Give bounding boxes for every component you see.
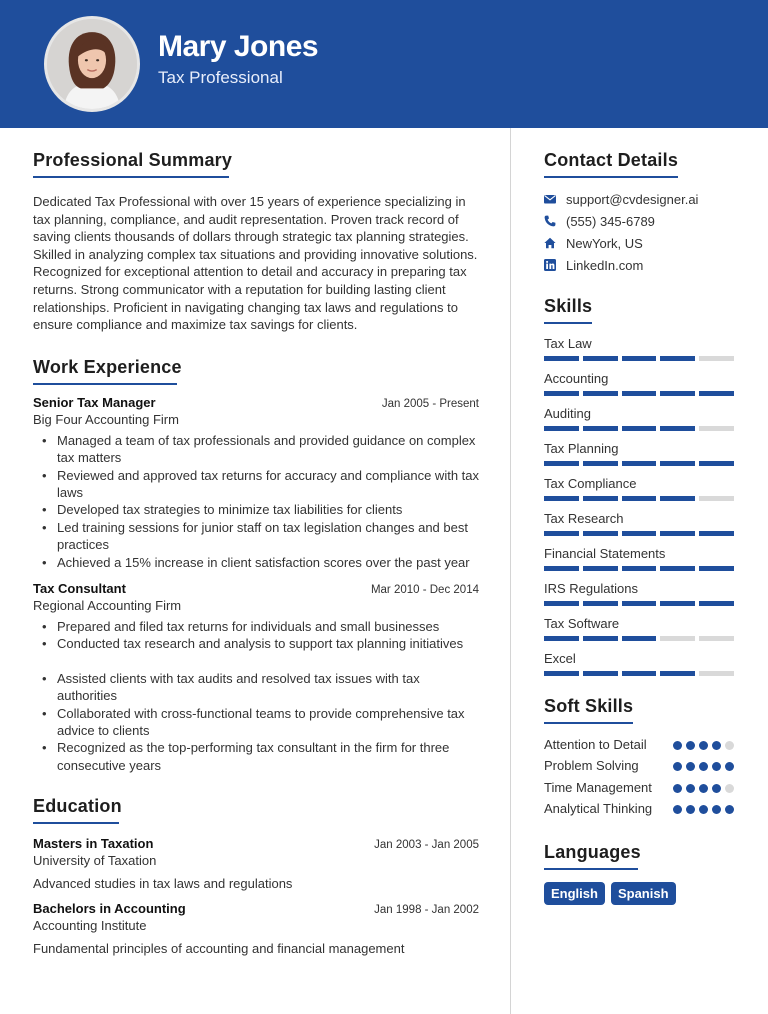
- education-entry: [33, 901, 479, 956]
- skill-level-bar: [544, 531, 734, 536]
- skill-name: Tax Compliance: [544, 475, 637, 491]
- experience-title: Work Experience: [33, 356, 182, 377]
- skill-level-segment: [699, 531, 734, 536]
- rating-dot: [712, 741, 721, 750]
- soft-skill-rating: [673, 736, 734, 750]
- skills-list: [544, 332, 734, 676]
- contact-location: [544, 232, 734, 254]
- skill-level-segment: [660, 356, 695, 361]
- contact-title-underline: [544, 176, 678, 178]
- skill-name: IRS Regulations: [544, 580, 638, 596]
- skill-level-bar: [544, 391, 734, 396]
- skill-level-segment: [544, 461, 579, 466]
- job-bullets: [33, 618, 479, 774]
- skill-level-bar: [544, 636, 734, 641]
- skill-level-bar: [544, 461, 734, 466]
- language-badge: English: [544, 882, 605, 905]
- skill-name: Tax Planning: [544, 440, 619, 456]
- profile-photo: [44, 16, 140, 112]
- header-banner: [0, 0, 768, 128]
- skill-level-segment: [660, 671, 695, 676]
- skill-level-bar: [544, 566, 734, 571]
- skill-item: [544, 577, 734, 606]
- skill-level-bar: [544, 601, 734, 606]
- skill-level-segment: [544, 601, 579, 606]
- degree-date: Jan 2003 - Jan 2005: [374, 839, 479, 852]
- skills-section: [544, 296, 734, 676]
- list-item: • Managed a team of tax professionals and provided guidance on complex tax matters: [33, 432, 479, 467]
- skill-name: Financial Statements: [544, 545, 666, 561]
- skill-level-segment: [699, 566, 734, 571]
- skill-item: [544, 542, 734, 571]
- skill-level-segment: [622, 391, 657, 396]
- list-item: • Conducted tax research and analysis to support tax planning initiatives: [33, 635, 479, 652]
- rating-dot: [699, 762, 708, 771]
- skill-name: Accounting: [544, 370, 609, 386]
- skill-level-segment: [699, 601, 734, 606]
- skill-level-segment: [544, 496, 579, 501]
- skill-item: [544, 402, 734, 431]
- skill-level-bar: [544, 426, 734, 431]
- list-item: • Collaborated with cross-functional teams to provide comprehensive tax advice to clients: [33, 705, 479, 740]
- skills-title-underline: [544, 322, 592, 324]
- education-entry: [33, 836, 479, 891]
- skill-item: [544, 332, 734, 361]
- contact-email[interactable]: [544, 188, 734, 210]
- phone-icon: [544, 215, 566, 227]
- envelope-icon: [544, 193, 566, 205]
- soft-skill-name: Attention to Detail: [544, 737, 647, 752]
- list-item: • Achieved a 15% increase in client satisfaction scores over the past year: [33, 554, 479, 571]
- rating-dot: [699, 784, 708, 793]
- skill-name: Tax Law: [544, 335, 592, 351]
- list-item: • Recognized as the top-performing tax consultant in the firm for three consecutive years: [33, 739, 479, 774]
- soft-skill-rating: [673, 800, 734, 814]
- list-item: • Developed tax strategies to minimize tax liabilities for clients: [33, 501, 479, 518]
- soft-skill-item: [544, 779, 734, 796]
- skill-name: Tax Software: [544, 615, 620, 631]
- skill-level-bar: [544, 496, 734, 501]
- school-name: Accounting Institute: [33, 918, 147, 934]
- skill-level-segment: [583, 601, 618, 606]
- skill-item: [544, 472, 734, 501]
- skill-level-segment: [583, 671, 618, 676]
- job-date: Jan 2005 - Present: [381, 397, 479, 410]
- skill-level-segment: [699, 496, 734, 501]
- list-item: • Prepared and filed tax returns for individuals and small businesses: [33, 618, 479, 635]
- rating-dot: [712, 805, 721, 814]
- education-title-underline: [33, 822, 119, 824]
- skill-level-segment: [622, 461, 657, 466]
- skill-level-segment: [622, 566, 657, 571]
- rating-dot: [673, 805, 682, 814]
- skill-level-segment: [583, 391, 618, 396]
- languages-title-underline: [544, 868, 638, 870]
- skill-level-segment: [699, 636, 734, 641]
- summary-title: Professional Summary: [33, 150, 233, 170]
- soft-skill-name: Time Management: [544, 779, 652, 795]
- skill-level-segment: [622, 496, 657, 501]
- soft-skill-item: [544, 757, 734, 774]
- skill-level-segment: [583, 356, 618, 361]
- degree-title: Masters in Taxation: [33, 836, 154, 852]
- contact-email-text: support@cvdesigner.ai: [566, 191, 699, 207]
- home-icon: [544, 237, 566, 249]
- degree-description: Advanced studies in tax laws and regulations: [33, 876, 293, 892]
- candidate-name: Mary Jones: [158, 30, 319, 63]
- skill-level-segment: [622, 531, 657, 536]
- job-entry: [33, 581, 479, 774]
- soft-skill-name: Analytical Thinking: [544, 801, 653, 817]
- rating-dot: [725, 762, 734, 771]
- skill-level-segment: [622, 636, 657, 641]
- rating-dot: [673, 762, 682, 771]
- education-section: [33, 796, 479, 956]
- skill-level-segment: [583, 531, 618, 536]
- job-title: Senior Tax Manager: [33, 394, 156, 410]
- skill-level-segment: [583, 566, 618, 571]
- skill-item: [544, 507, 734, 536]
- soft-skills-list: [544, 736, 734, 818]
- skill-level-segment: [583, 426, 618, 431]
- education-title: Education: [33, 796, 122, 817]
- rating-dot: [686, 784, 695, 793]
- soft-skill-rating: [673, 779, 734, 793]
- summary-section: [33, 150, 479, 334]
- soft-skill-item: [544, 736, 734, 753]
- rating-dot: [712, 762, 721, 771]
- skill-level-segment: [660, 426, 695, 431]
- skill-level-segment: [544, 426, 579, 431]
- skill-name: Tax Research: [544, 510, 624, 526]
- experience-title-underline: [33, 383, 177, 385]
- rating-dot: [686, 741, 695, 750]
- skill-level-segment: [622, 601, 657, 606]
- rating-dot: [725, 784, 734, 793]
- contact-phone[interactable]: [544, 210, 734, 232]
- skill-name: Auditing: [544, 405, 591, 421]
- experience-section: [33, 357, 479, 775]
- language-badge: Spanish: [611, 882, 676, 905]
- skill-level-bar: [544, 356, 734, 361]
- skill-item: [544, 612, 734, 641]
- summary-title-underline: [33, 176, 229, 178]
- degree-title: Bachelors in Accounting: [33, 901, 186, 917]
- rating-dot: [699, 741, 708, 750]
- rating-dot: [725, 741, 734, 750]
- skill-level-segment: [583, 461, 618, 466]
- languages-title: Languages: [544, 841, 641, 862]
- job-company: Regional Accounting Firm: [33, 598, 182, 613]
- rating-dot: [686, 805, 695, 814]
- skill-level-segment: [660, 391, 695, 396]
- skill-level-segment: [660, 601, 695, 606]
- contact-location-text: NewYork, US: [566, 235, 643, 251]
- rating-dot: [673, 741, 682, 750]
- list-item: • Reviewed and approved tax returns for accuracy and compliance with tax laws: [33, 467, 479, 502]
- contact-phone-text: (555) 345-6789: [566, 213, 655, 229]
- job-bullets: [33, 432, 479, 571]
- skill-level-segment: [699, 356, 734, 361]
- contact-linkedin[interactable]: [544, 254, 734, 276]
- list-item: • Assisted clients with tax audits and resolved tax issues with tax authorities: [33, 670, 479, 705]
- job-entry: [33, 395, 479, 571]
- skill-level-segment: [544, 671, 579, 676]
- languages-list: [544, 882, 734, 905]
- skill-level-segment: [660, 461, 695, 466]
- soft-skills-title-underline: [544, 722, 633, 724]
- side-column: [544, 150, 734, 905]
- contact-title: Contact Details: [544, 150, 679, 170]
- skill-item: [544, 367, 734, 396]
- summary-text: Dedicated Tax Professional with over 15 years of experience specializing in tax planning, compliance, and audit representation. Proven track record of saving clients thousands of dollars through strategic tax planning strategies. Skilled in analyzing complex tax situations and providing innovative solutions. Recognized for exceptional attention to detail and accuracy in preparing tax returns. Strong communicator with a reputation for building lasting client relationships. Proficient in navigating changing tax laws and regulations to ensure compliance and maximize tax savings for clients.: [33, 194, 478, 333]
- skill-level-segment: [622, 426, 657, 431]
- rating-dot: [686, 762, 695, 771]
- skill-level-segment: [544, 566, 579, 571]
- soft-skill-item: [544, 800, 734, 817]
- languages-section: [544, 842, 734, 905]
- list-item: • Led training sessions for junior staff on tax legislation changes and best practices: [33, 519, 479, 554]
- skill-name: Excel: [544, 650, 576, 666]
- skill-level-segment: [583, 636, 618, 641]
- linkedin-icon: [544, 259, 566, 271]
- skill-level-segment: [660, 496, 695, 501]
- contact-section: [544, 150, 734, 276]
- skill-level-segment: [660, 531, 695, 536]
- soft-skills-title: Soft Skills: [544, 696, 634, 716]
- rating-dot: [699, 805, 708, 814]
- skill-level-segment: [544, 391, 579, 396]
- skill-level-segment: [699, 391, 734, 396]
- soft-skill-rating: [673, 757, 734, 771]
- school-name: University of Taxation: [33, 853, 157, 869]
- rating-dot: [673, 784, 682, 793]
- skill-level-bar: [544, 671, 734, 676]
- skill-item: [544, 647, 734, 676]
- skill-level-segment: [622, 356, 657, 361]
- rating-dot: [712, 784, 721, 793]
- soft-skill-name: Problem Solving: [544, 758, 639, 774]
- degree-date: Jan 1998 - Jan 2002: [374, 904, 479, 917]
- soft-skills-section: [544, 696, 734, 818]
- contact-linkedin-text: LinkedIn.com: [566, 257, 644, 273]
- skill-level-segment: [583, 496, 618, 501]
- skills-title: Skills: [544, 296, 593, 316]
- skill-level-segment: [544, 636, 579, 641]
- job-title: Tax Consultant: [33, 581, 126, 596]
- skill-level-segment: [699, 426, 734, 431]
- job-company: Big Four Accounting Firm: [33, 411, 179, 427]
- skill-level-segment: [622, 671, 657, 676]
- profile-photo-image: [47, 19, 137, 109]
- skill-level-segment: [699, 671, 734, 676]
- skill-level-segment: [699, 461, 734, 466]
- skill-item: [544, 437, 734, 466]
- degree-description: Fundamental principles of accounting and financial management: [33, 941, 405, 957]
- skill-level-segment: [544, 531, 579, 536]
- rating-dot: [725, 805, 734, 814]
- job-date: Mar 2010 - Dec 2014: [370, 584, 479, 596]
- column-divider: [510, 128, 511, 1014]
- skill-level-segment: [660, 636, 695, 641]
- skill-level-segment: [544, 356, 579, 361]
- candidate-role: Tax Professional: [158, 68, 283, 87]
- main-column: [33, 150, 479, 956]
- skill-level-segment: [660, 566, 695, 571]
